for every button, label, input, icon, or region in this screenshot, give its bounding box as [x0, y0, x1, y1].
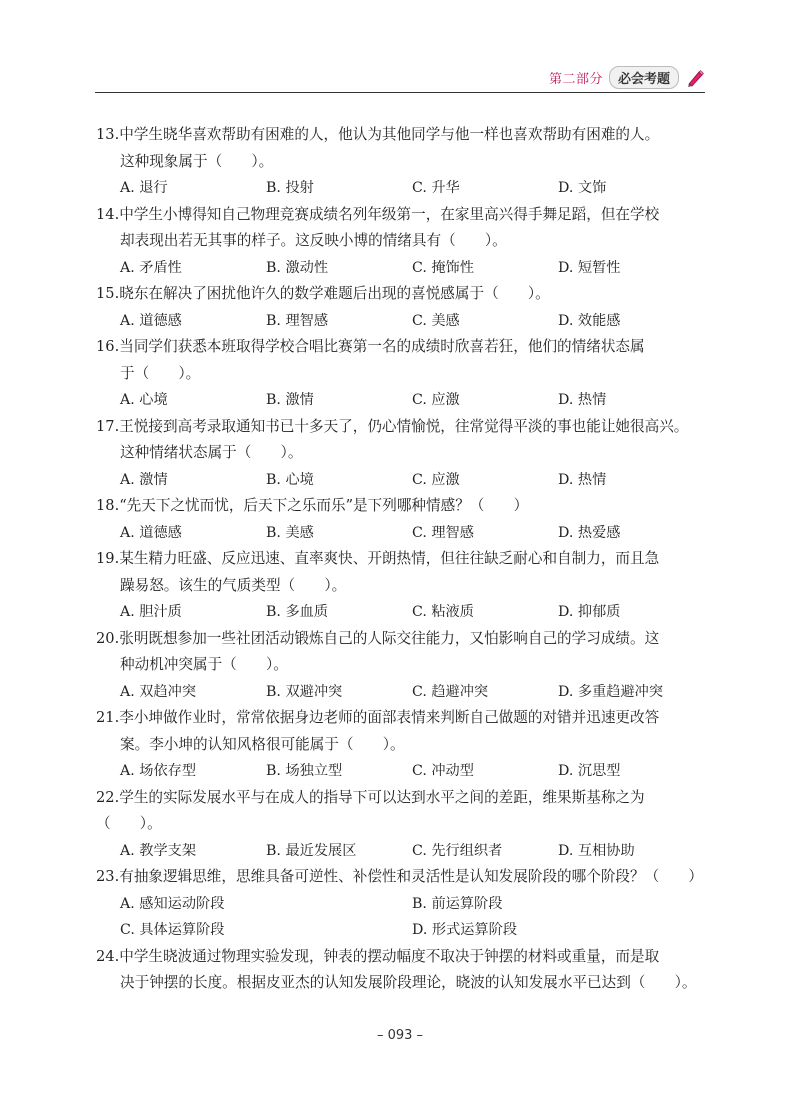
answer-option: C. 掩饰性 [412, 259, 474, 276]
answer-option: D. 互相协助 [558, 842, 635, 859]
question-list [96, 122, 710, 997]
question-number: 15. [96, 285, 120, 302]
question-stem [96, 944, 710, 971]
question-item [96, 202, 710, 282]
question-item [96, 546, 710, 626]
question-stem [96, 864, 710, 891]
question-number: 20. [96, 629, 120, 647]
question-number: 13. [96, 126, 120, 143]
question-item [96, 493, 710, 546]
question-text: 决于钟摆的长度。根据皮亚杰的认知发展阶段理论，晓波的认知发展水平已达到（ ）。 [120, 974, 697, 991]
answer-options [96, 679, 710, 706]
answer-option: C. 趋避冲突 [412, 683, 489, 700]
question-text: 中学生小博得知自己物理竞赛成绩名列年级第一，在家里高兴得手舞足蹈，但在学校 [119, 205, 660, 223]
question-text: 却表现出若无其事的样子。这反映小博的情绪具有（ ）。 [120, 232, 507, 249]
question-text: 中学生晓波通过物理实验发现，钟表的摆动幅度不取决于钟摆的材料或重量，而是取 [119, 947, 660, 965]
question-item [96, 705, 710, 785]
answer-option: B. 激动性 [266, 259, 329, 276]
section-label: 第二部分 [548, 72, 603, 87]
answer-option: B. 美感 [266, 524, 314, 541]
answer-option: D. 热情 [558, 471, 607, 488]
question-stem [96, 785, 710, 838]
answer-option: A. 退行 [120, 180, 168, 196]
answer-option: D. 多重趋避冲突 [558, 683, 664, 700]
question-number: 24. [96, 947, 120, 965]
pencil-icon [685, 68, 705, 88]
answer-option: A. 矛盾性 [120, 259, 182, 276]
answer-option: A. 道德感 [120, 524, 182, 541]
answer-option: A. 心境 [120, 392, 168, 408]
question-item [96, 626, 710, 706]
answer-options [96, 891, 710, 944]
answer-option: D. 文饰 [558, 180, 607, 196]
question-stem [96, 122, 710, 149]
question-stem-continued [96, 228, 710, 255]
answer-option: B. 心境 [266, 471, 314, 488]
question-text: 有抽象逻辑思维，思维具备可逆性、补偿性和灵活性是认知发展阶段的哪个阶段？（ ） [119, 868, 703, 885]
answer-option: A. 教学支架 [120, 842, 197, 859]
answer-option: C. 应激 [412, 471, 460, 488]
question-item [96, 414, 710, 494]
answer-option: C. 美感 [412, 312, 460, 329]
page-header [95, 62, 705, 93]
question-number: 23. [96, 868, 120, 885]
question-text: 这种情绪状态属于（ ）。 [120, 444, 303, 461]
answer-option: C. 粘液质 [412, 604, 474, 620]
question-stem-continued [96, 652, 710, 679]
answer-option: B. 多血质 [266, 604, 329, 620]
question-text: 王悦接到高考录取通知书已十多天了，仍心情愉悦，往常觉得平淡的事也能让她很高兴。 [119, 417, 689, 435]
question-stem-continued [96, 573, 710, 600]
question-item [96, 281, 710, 334]
answer-options [96, 520, 710, 547]
answer-option: D. 短暂性 [558, 259, 621, 276]
answer-option: B. 前运算阶段 [412, 895, 503, 912]
answer-option: D. 热情 [558, 392, 607, 408]
question-text: 李小坤做作业时，常常依据身边老师的面部表情来判断自己做题的对错并迅速更改答 [119, 709, 660, 726]
answer-option: A. 场依存型 [120, 763, 197, 779]
answer-option: B. 双避冲突 [266, 683, 343, 700]
question-text: 种动机冲突属于（ ）。 [120, 656, 288, 673]
question-number: 17. [96, 417, 120, 435]
answer-options [96, 175, 710, 202]
answer-options [96, 308, 710, 335]
answer-option: D. 抑郁质 [558, 604, 621, 620]
answer-option: D. 热爱感 [558, 524, 621, 541]
question-text: 晓东在解决了困扰他许久的数学难题后出现的喜悦感属于（ ）。 [119, 285, 550, 302]
answer-option: A. 道德感 [120, 312, 182, 329]
answer-option: B. 激情 [266, 392, 314, 408]
question-item [96, 864, 710, 944]
answer-option: C. 应激 [412, 392, 460, 408]
answer-options [96, 758, 710, 785]
section-badge: 必会考题 [609, 66, 679, 89]
question-stem [96, 414, 710, 441]
question-text: “先天下之忧而忧，后天下之乐而乐”是下列哪种情感？（ ） [119, 497, 529, 514]
question-item [96, 122, 710, 202]
answer-option: B. 理智感 [266, 312, 329, 329]
answer-options [96, 599, 710, 626]
header-section [549, 66, 705, 89]
question-stem [96, 281, 710, 308]
question-item [96, 785, 710, 865]
answer-option: C. 升华 [412, 180, 460, 196]
answer-option: C. 先行组织者 [412, 842, 503, 859]
answer-option: B. 最近发展区 [266, 842, 357, 859]
question-stem-continued [96, 361, 710, 388]
answer-options [96, 838, 710, 865]
question-stem-continued [96, 440, 710, 467]
answer-option: C. 具体运算阶段 [120, 922, 225, 938]
answer-option: D. 效能感 [558, 312, 621, 329]
question-text: 案。李小坤的认知风格很可能属于（ ）。 [120, 735, 405, 753]
question-number: 18. [96, 497, 120, 514]
question-stem [96, 334, 710, 361]
question-text: 张明既想参加一些社团活动锻炼自己的人际交往能力，又怕影响自己的学习成绩。这 [119, 629, 660, 647]
question-item [96, 944, 710, 997]
question-text: 当同学们获悉本班取得学校合唱比赛第一名的成绩时欣喜若狂，他们的情绪状态属 [119, 338, 645, 355]
question-stem [96, 705, 710, 732]
question-stem [96, 493, 710, 520]
answer-option: A. 胆汁质 [120, 604, 182, 620]
answer-option: A. 感知运动阶段 [120, 895, 225, 912]
answer-option: B. 投射 [266, 180, 314, 196]
answer-option: D. 形式运算阶段 [412, 922, 518, 938]
answer-options [96, 255, 710, 282]
answer-option: B. 场独立型 [266, 763, 343, 779]
question-stem-continued [96, 970, 710, 997]
question-number: 19. [96, 550, 120, 567]
answer-options [96, 387, 710, 414]
question-number: 16. [96, 338, 120, 355]
question-stem-continued [96, 732, 710, 759]
question-stem [96, 626, 710, 653]
question-number: 22. [96, 788, 120, 806]
question-text: 学生的实际发展水平与在成人的指导下可以达到水平之间的差距，维果斯基称之为（ ）。 [96, 788, 645, 832]
question-text: 于（ ）。 [120, 364, 201, 382]
page-number: – 093 – [376, 1028, 424, 1043]
answer-option: D. 沉思型 [558, 763, 621, 779]
answer-option: A. 双趋冲突 [120, 683, 197, 700]
question-number: 14. [96, 205, 120, 223]
question-stem-continued [96, 149, 710, 176]
question-text: 躁易怒。该生的气质类型（ ）。 [120, 576, 347, 594]
question-text: 这种现象属于（ ）。 [120, 152, 274, 170]
answer-option: A. 激情 [120, 471, 168, 488]
question-text: 中学生晓华喜欢帮助有困难的人，他认为其他同学与他一样也喜欢帮助有困难的人。 [119, 126, 660, 143]
question-item [96, 334, 710, 414]
answer-option: C. 理智感 [412, 524, 474, 541]
question-text: 某生精力旺盛、反应迅速、直率爽快、开朗热情，但往往缺乏耐心和自制力，而且急 [119, 550, 660, 567]
question-stem [96, 202, 710, 229]
answer-option: C. 冲动型 [412, 763, 474, 779]
question-stem [96, 546, 710, 573]
question-number: 21. [96, 709, 120, 726]
answer-options [96, 467, 710, 494]
